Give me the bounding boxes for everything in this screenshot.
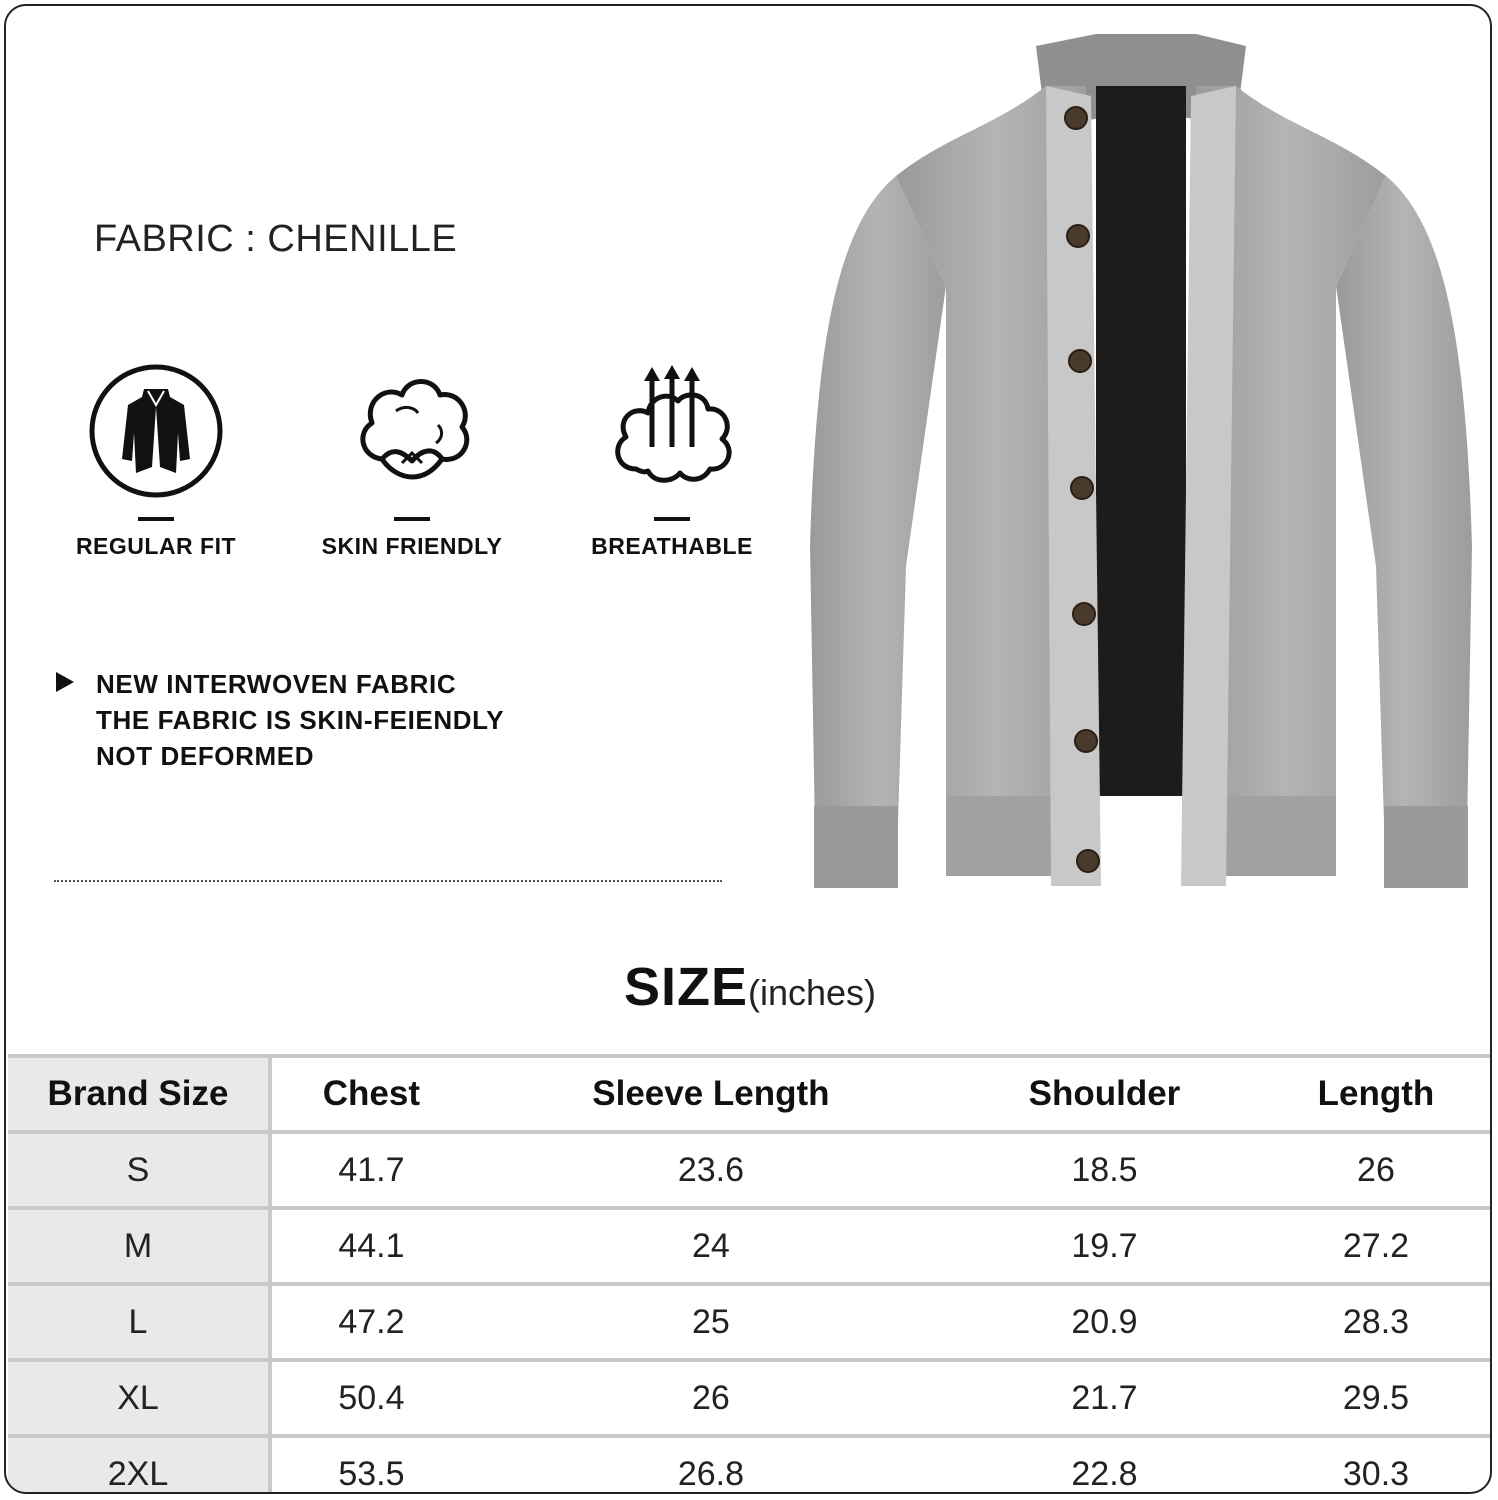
size-chart-title	[6, 956, 1492, 1018]
length-cell: 27.2	[1258, 1208, 1492, 1284]
length-cell: 30.3	[1258, 1436, 1492, 1494]
feature-divider	[654, 517, 690, 521]
bullet-line: THE FABRIC IS SKIN-FEIENDLY	[96, 705, 505, 735]
shoulder-cell: 21.7	[951, 1360, 1258, 1436]
feature-skin-friendly	[292, 361, 532, 560]
play-arrow-icon	[56, 672, 74, 692]
size-unit: (inches)	[747, 972, 877, 1013]
feature-label: SKIN FRIENDLY	[321, 533, 503, 559]
shoulder-cell: 18.5	[951, 1132, 1258, 1208]
shoulder-cell: 20.9	[951, 1284, 1258, 1360]
size-cell: 2XL	[8, 1436, 270, 1494]
feature-divider	[138, 517, 174, 521]
feature-bullets	[56, 666, 504, 774]
table-row	[8, 1208, 1492, 1284]
chest-cell: 41.7	[270, 1132, 471, 1208]
chest-cell: 53.5	[270, 1436, 471, 1494]
size-chart-table	[8, 1054, 1492, 1494]
header-brand-size: Brand Size	[8, 1056, 270, 1132]
feature-regular-fit	[36, 361, 276, 560]
table-row	[8, 1436, 1492, 1494]
table-row	[8, 1132, 1492, 1208]
length-cell: 28.3	[1258, 1284, 1492, 1360]
length-cell: 29.5	[1258, 1360, 1492, 1436]
sleeve-cell: 23.6	[471, 1132, 951, 1208]
chest-cell: 47.2	[270, 1284, 471, 1360]
header-length: Length	[1258, 1056, 1492, 1132]
chest-cell: 50.4	[270, 1360, 471, 1436]
dotted-divider	[54, 880, 722, 882]
table-row	[8, 1360, 1492, 1436]
bullet-line: NOT DEFORMED	[96, 741, 315, 771]
header-shoulder: Shoulder	[951, 1056, 1258, 1132]
sleeve-cell: 25	[471, 1284, 951, 1360]
bullet-line: NEW INTERWOVEN FABRIC	[96, 669, 457, 699]
shoulder-cell: 19.7	[951, 1208, 1258, 1284]
size-heading: SIZE	[623, 957, 748, 1017]
cotton-icon	[342, 361, 482, 501]
length-cell: 26	[1258, 1132, 1492, 1208]
size-cell: XL	[8, 1360, 270, 1436]
feature-label: BREATHABLE	[591, 533, 753, 559]
size-cell: S	[8, 1132, 270, 1208]
header-chest: Chest	[270, 1056, 471, 1132]
jacket-icon	[86, 361, 226, 501]
fabric-label: FABRIC : CHENILLE	[94, 218, 458, 260]
product-info-card	[4, 4, 1492, 1494]
size-cell: M	[8, 1208, 270, 1284]
feature-breathable	[552, 361, 792, 560]
chest-cell: 44.1	[270, 1208, 471, 1284]
size-cell: L	[8, 1284, 270, 1360]
sleeve-cell: 24	[471, 1208, 951, 1284]
table-row	[8, 1284, 1492, 1360]
table-header-row	[8, 1056, 1492, 1132]
breathable-cloud-icon	[602, 361, 742, 501]
feature-label: REGULAR FIT	[75, 533, 237, 559]
header-sleeve-length: Sleeve Length	[471, 1056, 951, 1132]
sleeve-cell: 26	[471, 1360, 951, 1436]
shoulder-cell: 22.8	[951, 1436, 1258, 1494]
cardigan-product-image	[796, 26, 1486, 906]
sleeve-cell: 26.8	[471, 1436, 951, 1494]
feature-divider	[394, 517, 430, 521]
